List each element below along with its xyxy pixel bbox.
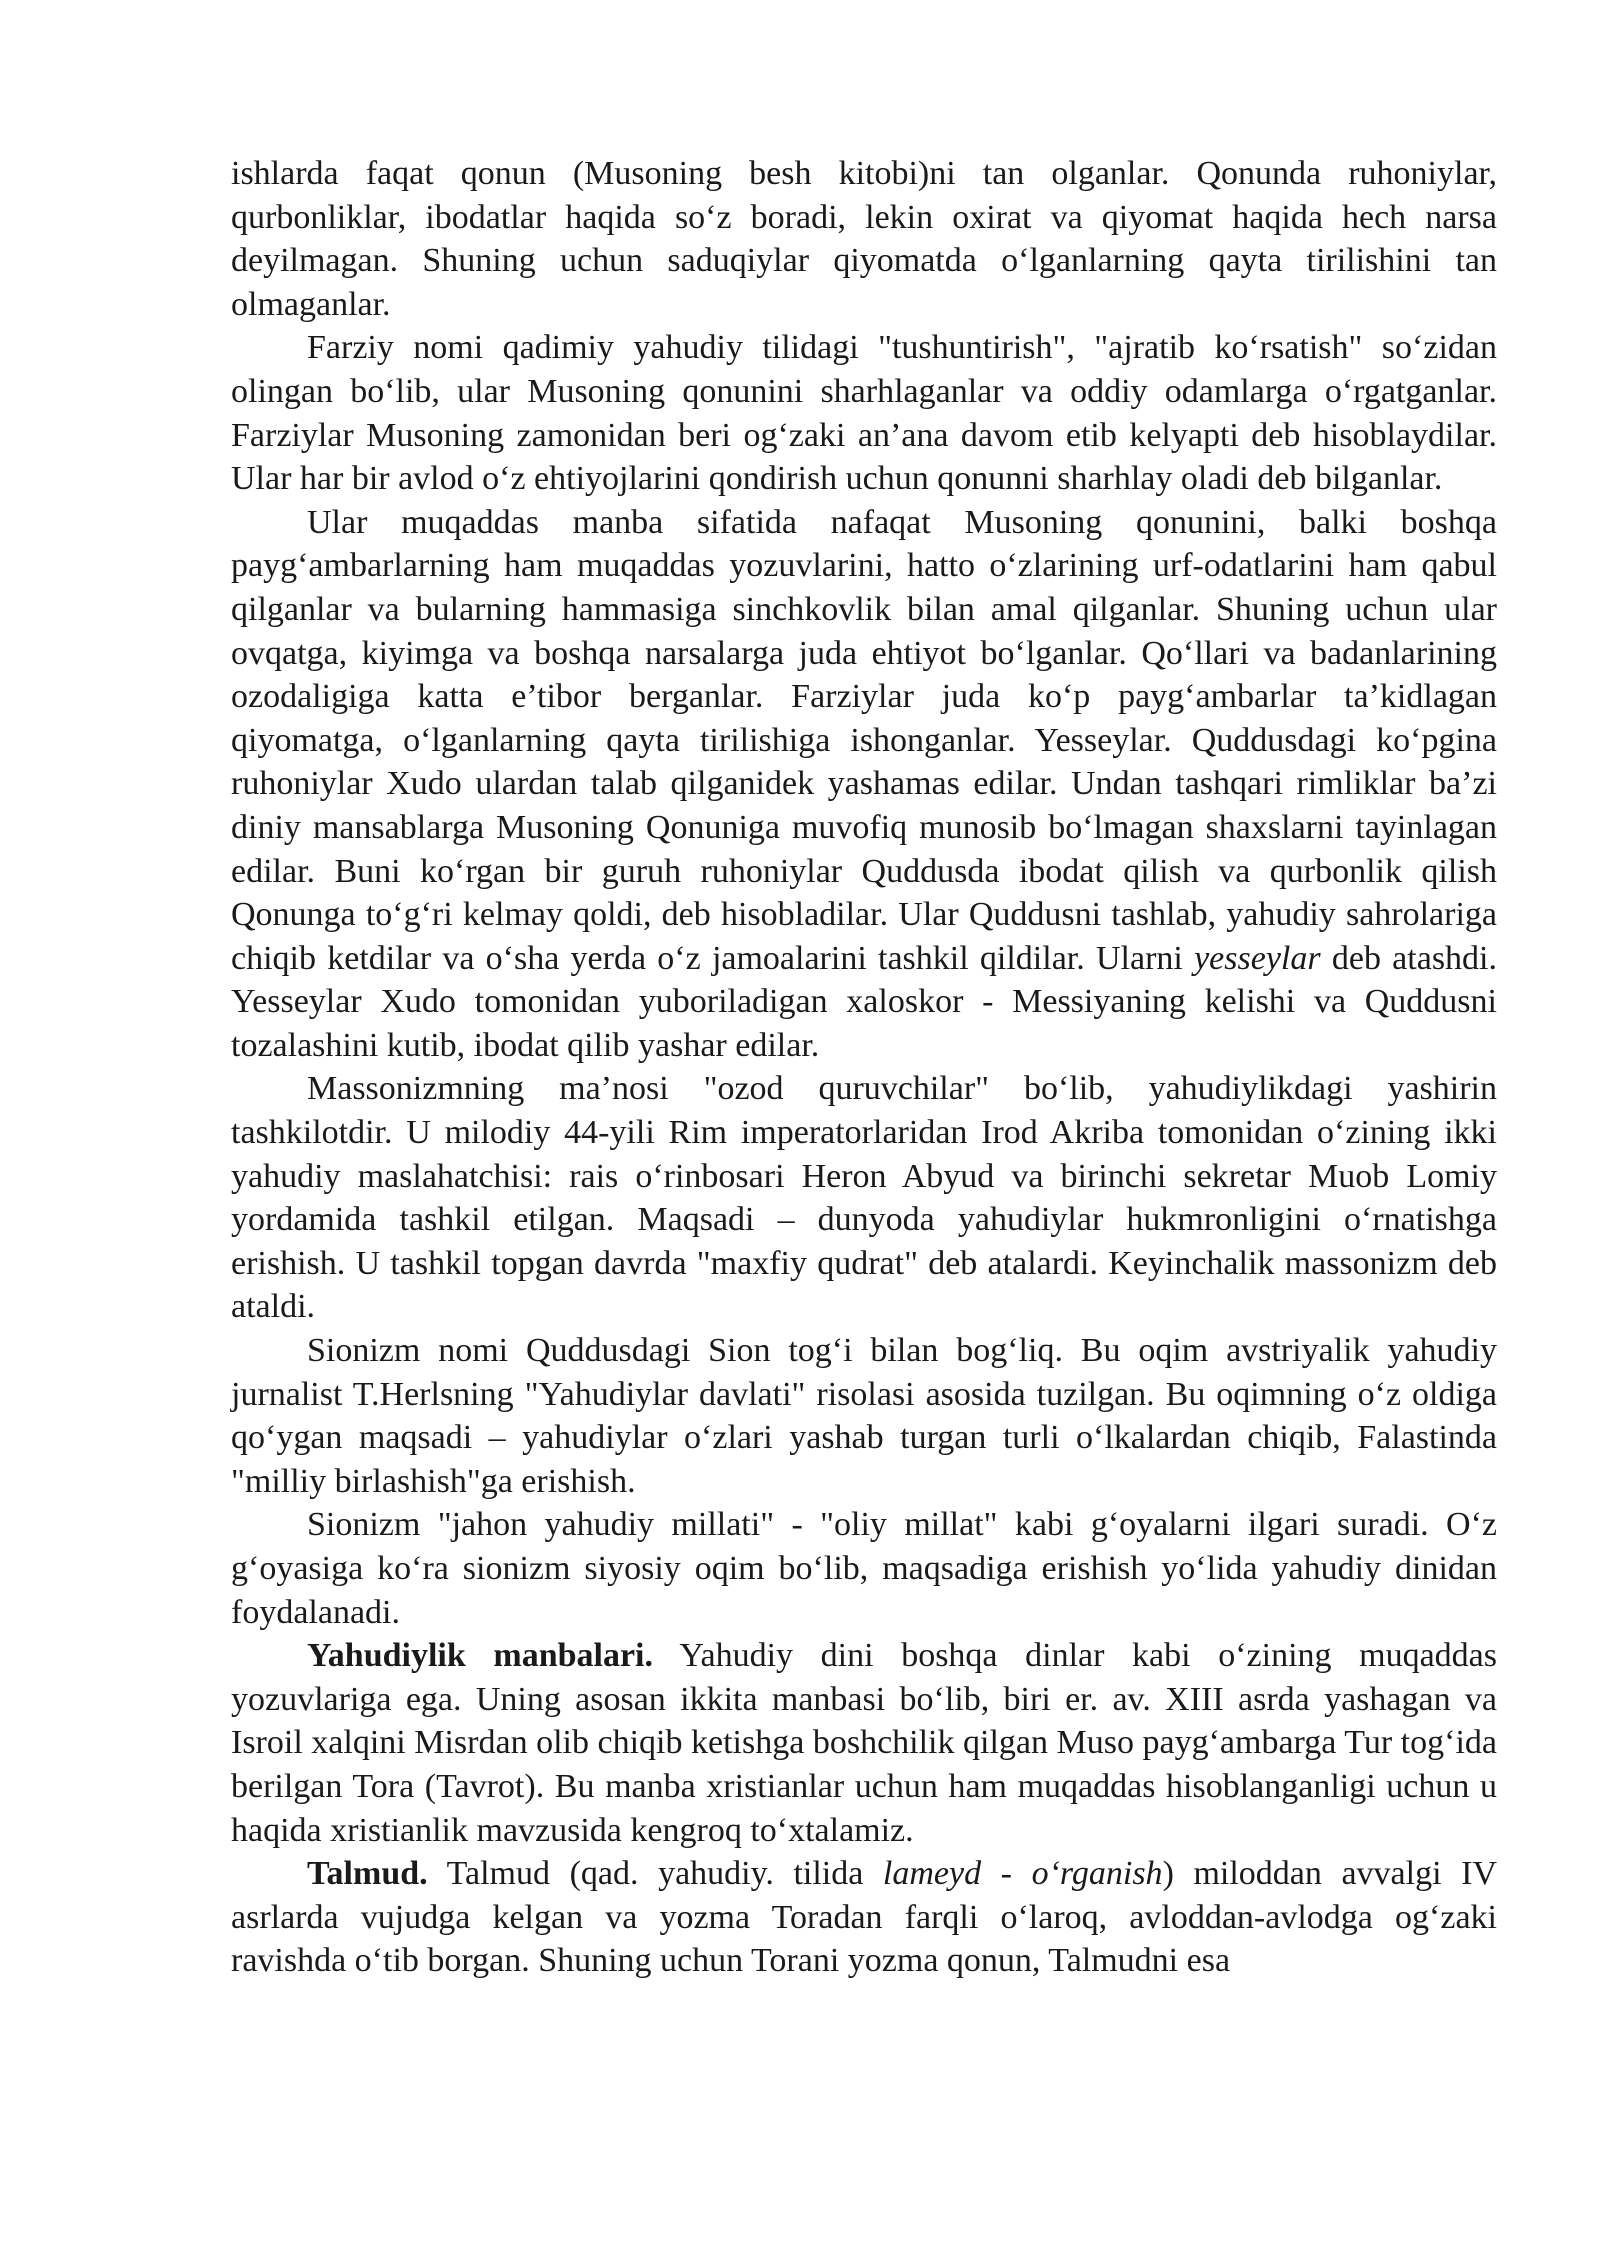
paragraph-yahudiylik-manbalari [231,1634,1497,1852]
paragraph-text: Yahudiy dini boshqa dinlar kabi o‘zining muqaddas yozuvlariga ega. Uning asosan ikkita manbasi bo‘lib, biri er. av. XIII asrda yashagan va Isroil xalqini Misrdan olib chiqib ketishga boshchilik qilgan Muso payg‘ambarga Tur tog‘ida berilgan Tora (Tavrot). Bu manba xristianlar uchun ham muqaddas hisoblanganligi uchun u haqida xristianlik mavzusida kengroq to‘xtalamiz. [231,1637,1497,1849]
paragraph-text: Talmud (qad. yahudiy. tilida [427,1855,883,1893]
paragraph-talmud [231,1852,1497,1983]
paragraph-text: Farziy nomi qadimiy yahudiy tilidagi "tushuntirish", "ajratib ko‘rsatish" so‘zidan olingan bo‘lib, ular Musoning qonunini sharhlaganlar va oddiy odamlarga o‘rgatganlar. Farziylar Musoning zamonidan beri og‘zaki an’ana davom etib kelyapti deb hisoblaydilar. Ular har bir avlod o‘z ehtiyojlarini qondirish uchun qonunni sharhlay oladi deb bilganlar. [231,329,1497,498]
paragraph-text: deb atashdi. Yesseylar Xudo tomonidan yuboriladigan xaloskor - Messiyaning kelishi va Quddusni tozalashini kutib, ibodat qilib yashar edilar. [231,939,1497,1064]
italic-term-lameyd: lameyd - o‘rganish [882,1855,1163,1893]
paragraph-farziy [231,326,1497,500]
paragraph-text: Massonizmning ma’nosi "ozod quruvchilar" bo‘lib, yahudiylikdagi yashirin tashkilotdir. U milodiy 44-yili Rim imperatorlaridan Irod Akriba tomonidan o‘zining ikki yahudiy maslahatchisi: rais o‘rinbosari Heron Abyud va birinchi sekretar Muob Lomiy yordamida tashkil etilgan. Maqsadi – dunyoda yahudiylar hukmronligini o‘rnatishga erishish. U tashkil topgan davrda "maxfiy qudrat" deb atalardi. Keyinchalik massonizm deb ataldi. [231,1070,1497,1326]
paragraph-text: ) miloddan avvalgi IV asrlarda vujudga kelgan va yozma Toradan farqli o‘laroq, avloddan-avlodga og‘zaki ravishda o‘tib borgan. Shuning uchun Torani yozma qonun, Talmudni esa [231,1855,1497,1980]
document-page [231,152,1497,1983]
paragraph-saduqiylar [231,152,1497,326]
paragraph-text: Sionizm "jahon yahudiy millati" - "oliy millat" kabi g‘oyalarni ilgari suradi. O‘z g‘oyasiga ko‘ra sionizm siyosiy oqim bo‘lib, maqsadiga erishish yo‘lida yahudiy dinidan foydalanadi. [231,1506,1497,1631]
section-heading-talmud: Talmud. [307,1855,428,1893]
paragraph-massonizm [231,1067,1497,1329]
italic-term-yesseylar: yesseylar [1194,939,1321,977]
section-heading-manbalari: Yahudiylik manbalari. [307,1637,654,1675]
paragraph-text: Sionizm nomi Quddusdagi Sion tog‘i bilan bog‘liq. Bu oqim avstriyalik yahudiy jurnalist T.Herlsning "Yahudiylar davlati" risolasi asosida tuzilgan. Bu oqimning o‘z oldiga qo‘ygan maqsadi – yahudiylar o‘zlari yashab turgan turli o‘lkalardan chiqib, Falastinda "milliy birlashish"ga erishish. [231,1332,1497,1500]
paragraph-text: Ular muqaddas manba sifatida nafaqat Musoning qonunini, balki boshqa payg‘ambarlarning ham muqaddas yozuvlarini, hatto o‘zlarining urf-odatlarini ham qabul qilganlar va bularning hammasiga sinchkovlik bilan amal qilganlar. Shuning uchun ular ovqatga, kiyimga va boshqa narsalarga juda ehtiyot bo‘lganlar. Qo‘llari va badanlarining ozodaligiga katta e’tibor berganlar. Farziylar juda ko‘p payg‘ambarlar ta’kidlagan qiyomatga, o‘lganlarning qayta tirilishiga ishonganlar. Yesseylar. Quddusdagi ko‘pgina ruhoniylar Xudo ulardan talab qilganidek yashamas edilar. Undan tashqari rimliklar ba’zi diniy mansablarga Musoning Qonuniga muvofiq munosib bo‘lmagan shaxslarni tayinlagan edilar. Buni ko‘rgan bir guruh ruhoniylar Quddusda ibodat qilish va qurbonlik qilish Qonunga to‘g‘ri kelmay qoldi, deb hisobladilar. Ular Quddusni tashlab, yahudiy sahrolariga chiqib ketdilar va o‘sha yerda o‘z jamoalarini tashkil qildilar. Ularni [231,503,1497,977]
paragraph-yesseylar [231,501,1497,1068]
paragraph-sionizm-ideas [231,1503,1497,1634]
paragraph-sionizm-origin [231,1329,1497,1503]
paragraph-text: ishlarda faqat qonun (Musoning besh kitobi)ni tan olganlar. Qonunda ruhoniylar, qurbonliklar, ibodatlar haqida so‘z boradi, lekin oxirat va qiyomat haqida hech narsa deyilmagan. Shuning uchun saduqiylar qiyomatda o‘lganlarning qayta tirilishini tan olmaganlar. [231,155,1497,323]
